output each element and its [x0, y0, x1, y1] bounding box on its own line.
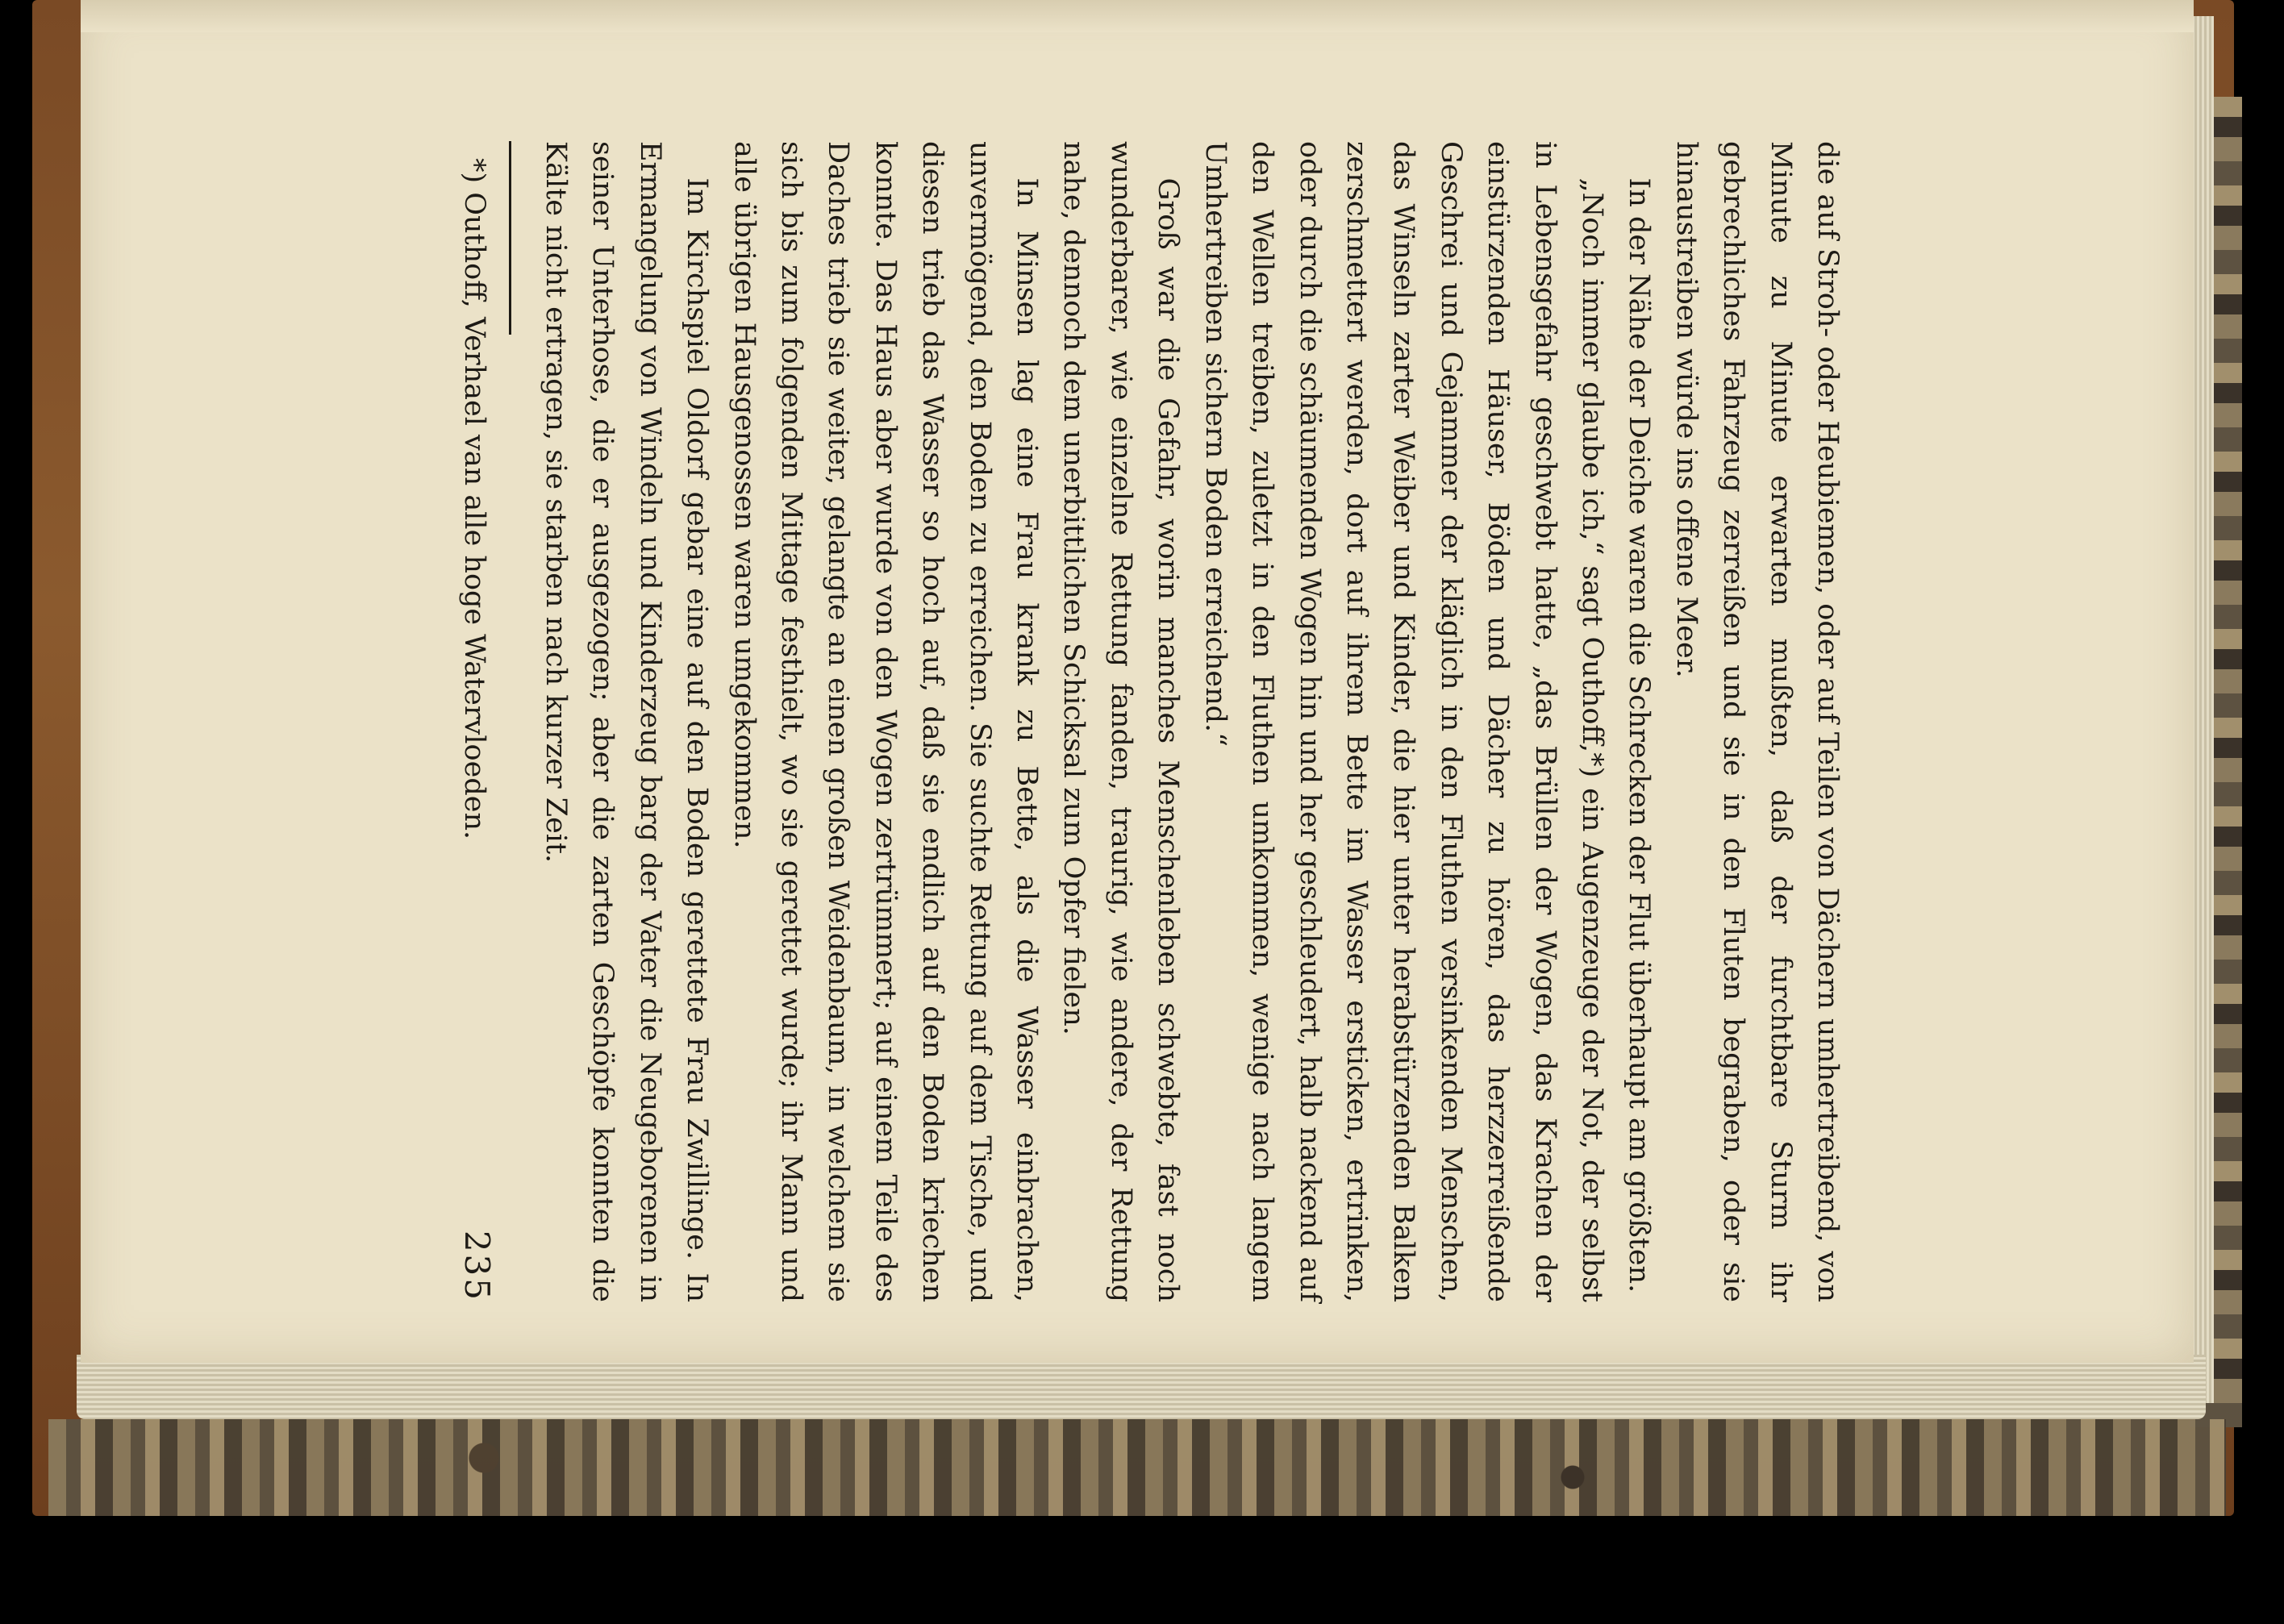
paragraph: Groß war die Gefahr, worin manches Menschenleben schwebte, fast noch wunderbarer, wie einzelne Rettung fanden, traurig, wie andere, der Rettung nahe, dennoch dem unerbittlichen Schicksal zum Opfer fielen.	[1057, 141, 1185, 1302]
paragraph: In der Nähe der Deiche waren die Schrecken der Flut überhaupt am größten.	[1623, 177, 1656, 1293]
paragraph: In Minsen lag eine Frau krank zu Bette, als die Wasser einbrachen, unvermögend, den Boden zu erreichen. Sie suchte Rettung auf dem Tische, und diesen trieb das Wasser so hoch auf, daß sie endlich auf den Boden kriechen konnte. Das Haus aber wurde von den Wogen zertrümmert; auf einem Teile des Daches trieb sie weiter, gelangte an einen großen Weidenbaum, in welchem sie sich bis zum folgenden Mittage festhielt, wo sie gerettet wurde; ihr Mann und alle übrigen Hausgenossen waren umgekommen.	[727, 141, 1044, 1302]
page-stack-bottom	[77, 1355, 2206, 1419]
page-top-edge	[81, 0, 2194, 32]
page-text-block	[456, 141, 1851, 1302]
marbled-cover-edge-bottom	[48, 1419, 2226, 1516]
footnote-rule	[509, 141, 511, 335]
footnote: *) Outhoff, Verhael van alle hoge Watervloeden.	[457, 158, 490, 840]
paragraph: „Noch immer glaube ich,“ sagt Outhoff,*) ein Augenzeuge der Not, der selbst in Lebensgefahr geschwebt hatte, „das Brüllen der Wogen, das Krachen der einstürzenden Häuser, Böden und Dächer zu hören, das herzzerreißende Geschrei und Gejammer der kläglich in den Fluthen versinkenden Menschen, das Winseln zarter Weiber und Kinder, die hier unter herabstürzenden Balken zerschmettert werden, dort auf ihrem Bette im Wasser ersticken, ertrinken, oder durch die schäumenden Wogen hin und her geschleudert, halb nackend auf den Wellen treiben, zuletzt in den Fluthen umkommen, wenige nach langem Umhertreiben sichern Boden erreichend.“	[1198, 141, 1608, 1302]
paragraph: Im Kirchspiel Oldorf gebar eine auf den Boden gerettete Frau Zwillinge. In Ermangelung von Windeln und Kinderzeug barg der Vater die Neugeborenen in seiner Unterhose, die er ausgezogen; aber die zarten Geschöpfe konnten die Kälte nicht ertragen, sie starben nach kurzer Zeit.	[540, 141, 714, 1302]
paragraph: die auf Stroh- oder Heubiemen, oder auf Teilen von Dächern umhertreibend, von Minute zu Minute erwarten mußten, daß der furchtbare Sturm ihr gebrechliches Fahrzeug zerreißen und sie in den Fluten begraben, oder sie hinaustreiben würde ins offene Meer.	[1669, 141, 1844, 1302]
footnote-line	[452, 141, 499, 1302]
page-number: 235	[456, 1230, 497, 1302]
